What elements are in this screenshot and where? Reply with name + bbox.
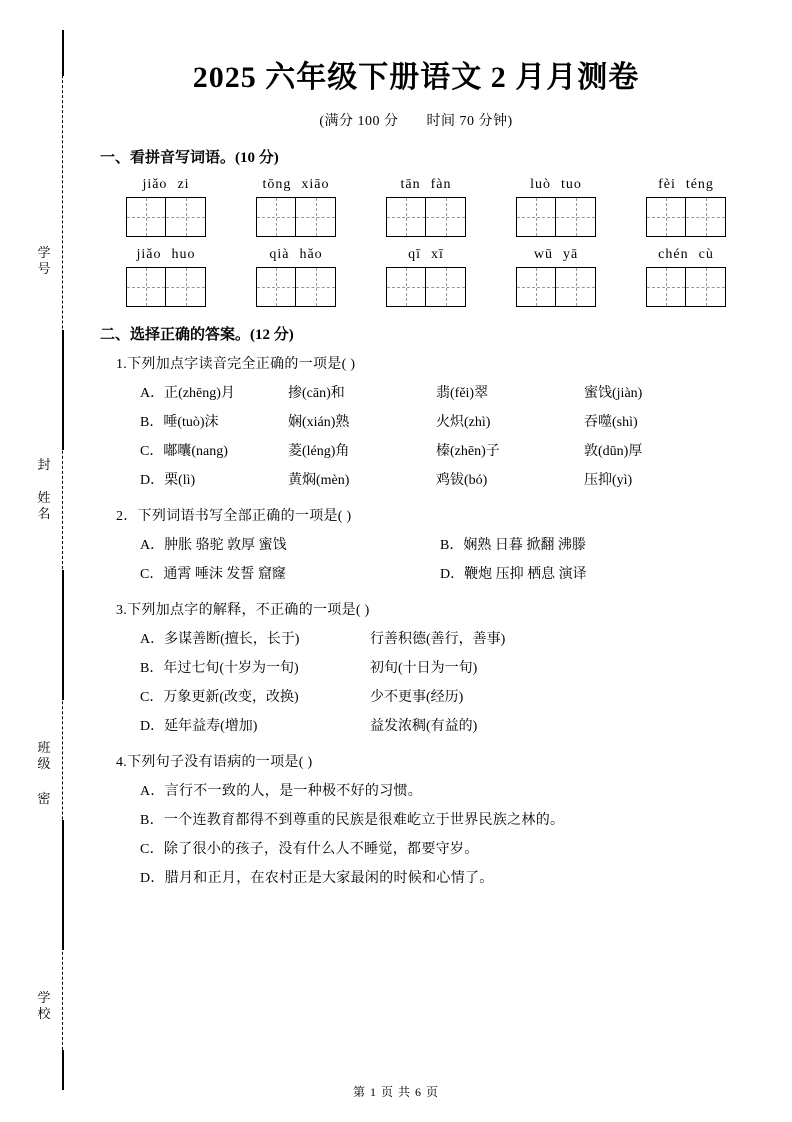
- pinyin-row-1: [110, 177, 742, 237]
- tianzige-cell[interactable]: [516, 197, 556, 237]
- option-text: C．万象更新(改变，改换): [140, 690, 299, 705]
- option-text: 益发浓稠(有益的): [370, 719, 478, 734]
- exam-subtitle: [86, 110, 746, 130]
- option-text: 翡(fěi)翠: [436, 386, 489, 401]
- pinyin-text-3: tān fàn: [400, 177, 452, 192]
- writing-grid-2[interactable]: [240, 197, 352, 237]
- pinyin-text-7: qià hǎo: [269, 247, 323, 262]
- option-text: 黄焖(mèn): [288, 473, 350, 488]
- margin-field-banji-char-2: 级: [37, 756, 53, 772]
- pinyin-text-4: luò tuo: [530, 177, 582, 192]
- writing-grid-9[interactable]: [500, 267, 612, 307]
- tianzige-cell[interactable]: [646, 267, 686, 307]
- tianzige-cell[interactable]: [256, 267, 296, 307]
- question-1-option-a[interactable]: [140, 382, 746, 402]
- pinyin-text-1: jiǎo zi: [142, 177, 190, 192]
- question-1-option-d[interactable]: [140, 469, 746, 489]
- option-text: 娴(xián)熟: [288, 415, 350, 430]
- tianzige-cell[interactable]: [126, 197, 166, 237]
- question-2-stem: 2．下列词语书写全部正确的一项是( ): [116, 509, 352, 524]
- tianzige-cell[interactable]: [686, 197, 726, 237]
- question-4-option-a[interactable]: A．言行不一致的人，是一种极不好的习惯。: [140, 784, 423, 799]
- option-text: C．通霄 唾沫 发誓 窟窿: [140, 567, 286, 582]
- margin-field-xuehao-char-2: 号: [37, 261, 53, 277]
- pinyin-word-6: [110, 247, 222, 307]
- writing-grid-4[interactable]: [500, 197, 612, 237]
- pinyin-word-10: [630, 247, 742, 307]
- question-4-stem: 4.下列句子没有语病的一项是( ): [116, 755, 313, 770]
- question-2-row-cd[interactable]: [140, 563, 746, 583]
- pinyin-word-8: [370, 247, 482, 307]
- page-title: 2025 六年级下册语文 2 月月测卷: [192, 61, 640, 94]
- pinyin-row-2: [110, 247, 742, 307]
- writing-grid-3[interactable]: [370, 197, 482, 237]
- section-2-heading: 二、选择正确的答案。(12 分): [100, 327, 294, 343]
- margin-field-banji: [32, 740, 58, 773]
- margin-field-xuehao-char-1: 学: [37, 245, 53, 260]
- writing-grid-7[interactable]: [240, 267, 352, 307]
- option-text: 行善积德(善行，善事): [370, 632, 506, 647]
- option-text: D．栗(lì): [140, 473, 196, 488]
- option-text: B．唾(tuò)沫: [140, 415, 219, 430]
- pinyin-word-7: [240, 247, 352, 307]
- pinyin-word-5: [630, 177, 742, 237]
- pinyin-text-10: chén cù: [658, 247, 714, 262]
- option-text: 火炽(zhì): [436, 415, 491, 430]
- question-4-option-b[interactable]: B．一个连教育都得不到尊重的民族是很难屹立于世界民族之林的。: [140, 813, 565, 828]
- option-text: B．娴熟 日暮 掀翻 沸滕: [440, 538, 586, 553]
- margin-field-xuexiao: [32, 990, 58, 1023]
- seal-char-feng: 封: [37, 457, 51, 472]
- exam-paper-body: [86, 34, 746, 887]
- tianzige-cell[interactable]: [126, 267, 166, 307]
- option-text: A．正(zhēng)月: [140, 386, 235, 401]
- pinyin-word-1: [110, 177, 222, 237]
- tianzige-cell[interactable]: [166, 267, 206, 307]
- exam-total-score: (满分 100 分: [319, 114, 399, 129]
- pinyin-text-6: jiǎo huo: [136, 247, 196, 262]
- tianzige-cell[interactable]: [166, 197, 206, 237]
- answer-sheet-margin: [18, 30, 80, 1090]
- writing-grid-10[interactable]: [630, 267, 742, 307]
- tianzige-cell[interactable]: [386, 267, 426, 307]
- question-1-stem: 1.下列加点字读音完全正确的一项是( ): [116, 357, 356, 372]
- tianzige-cell[interactable]: [556, 197, 596, 237]
- pinyin-text-5: fèi téng: [658, 177, 714, 192]
- question-2-row-ab[interactable]: [140, 534, 746, 554]
- writing-grid-1[interactable]: [110, 197, 222, 237]
- question-3-option-a[interactable]: [140, 628, 746, 648]
- margin-field-xuehao: [32, 245, 58, 278]
- option-text: B．年过七旬(十岁为一旬): [140, 661, 299, 676]
- section-1-heading: 一、看拼音写词语。(10 分): [100, 150, 279, 166]
- margin-rule-1: [62, 30, 64, 76]
- pinyin-text-8: qī xī: [408, 247, 444, 262]
- writing-grid-8[interactable]: [370, 267, 482, 307]
- option-text: A．多谋善断(擅长，长于): [140, 632, 300, 647]
- pinyin-text-2: tōng xiāo: [262, 177, 330, 192]
- question-4-option-c[interactable]: C．除了很小的孩子，没有什么人不睡觉，都要守岁。: [140, 842, 479, 857]
- page-footer: 第 1 页 共 6 页: [352, 1085, 439, 1099]
- option-text: 敦(dūn)厚: [584, 444, 643, 459]
- pinyin-word-3: [370, 177, 482, 237]
- pinyin-word-9: [500, 247, 612, 307]
- tianzige-cell[interactable]: [686, 267, 726, 307]
- option-text: 榛(zhēn)子: [436, 444, 500, 459]
- option-text: 压抑(yì): [584, 473, 633, 488]
- option-text: 初旬(十日为一旬): [370, 661, 478, 676]
- question-3-option-d[interactable]: [140, 715, 746, 735]
- margin-field-xingming-char-1: 姓: [37, 490, 53, 505]
- option-text: 菱(léng)角: [288, 444, 350, 459]
- tianzige-cell[interactable]: [386, 197, 426, 237]
- margin-field-xuexiao-char-2: 校: [37, 1006, 53, 1022]
- margin-rule-3: [62, 570, 64, 700]
- pinyin-word-4: [500, 177, 612, 237]
- question-3-option-b[interactable]: [140, 657, 746, 677]
- option-text: 吞噬(shì): [584, 415, 638, 430]
- margin-rule-4: [62, 820, 64, 950]
- option-text: 少不更事(经历): [370, 690, 464, 705]
- tianzige-cell[interactable]: [426, 197, 466, 237]
- option-text: C．嘟囔(nang): [140, 444, 228, 459]
- margin-field-xingming: [32, 490, 58, 523]
- question-1-option-c[interactable]: [140, 440, 746, 460]
- tianzige-cell[interactable]: [296, 267, 336, 307]
- option-text: 鸡钹(bó): [436, 473, 488, 488]
- tianzige-cell[interactable]: [646, 197, 686, 237]
- writing-grid-5[interactable]: [630, 197, 742, 237]
- pinyin-word-2: [240, 177, 352, 237]
- question-1-option-b[interactable]: [140, 411, 746, 431]
- margin-field-banji-char-1: 班: [37, 740, 53, 755]
- option-text: D．延年益寿(增加): [140, 719, 258, 734]
- margin-field-xuexiao-char-1: 学: [37, 990, 53, 1005]
- seal-char-mi: 密: [37, 791, 51, 806]
- writing-grid-6[interactable]: [110, 267, 222, 307]
- pinyin-text-9: wū yā: [533, 247, 579, 262]
- margin-rule-2: [62, 330, 64, 450]
- option-text: A．肿胀 骆驼 敦厚 蜜饯: [140, 538, 287, 553]
- question-3-stem: 3.下列加点字的解释，不正确的一项是( ): [116, 603, 370, 618]
- tianzige-cell[interactable]: [256, 197, 296, 237]
- question-3-option-c[interactable]: [140, 686, 746, 706]
- option-text: 蜜饯(jiàn): [584, 386, 643, 401]
- tianzige-cell[interactable]: [426, 267, 466, 307]
- question-4-option-d[interactable]: D．腊月和正月，在农村正是大家最闲的时候和心情了。: [140, 871, 494, 886]
- option-text: 掺(cān)和: [288, 386, 345, 401]
- exam-duration: 时间 70 分钟): [426, 114, 513, 129]
- option-text: D．鞭炮 压抑 栖息 演译: [440, 567, 587, 582]
- tianzige-cell[interactable]: [296, 197, 336, 237]
- tianzige-cell[interactable]: [556, 267, 596, 307]
- margin-field-xingming-char-2: 名: [37, 506, 53, 522]
- tianzige-cell[interactable]: [516, 267, 556, 307]
